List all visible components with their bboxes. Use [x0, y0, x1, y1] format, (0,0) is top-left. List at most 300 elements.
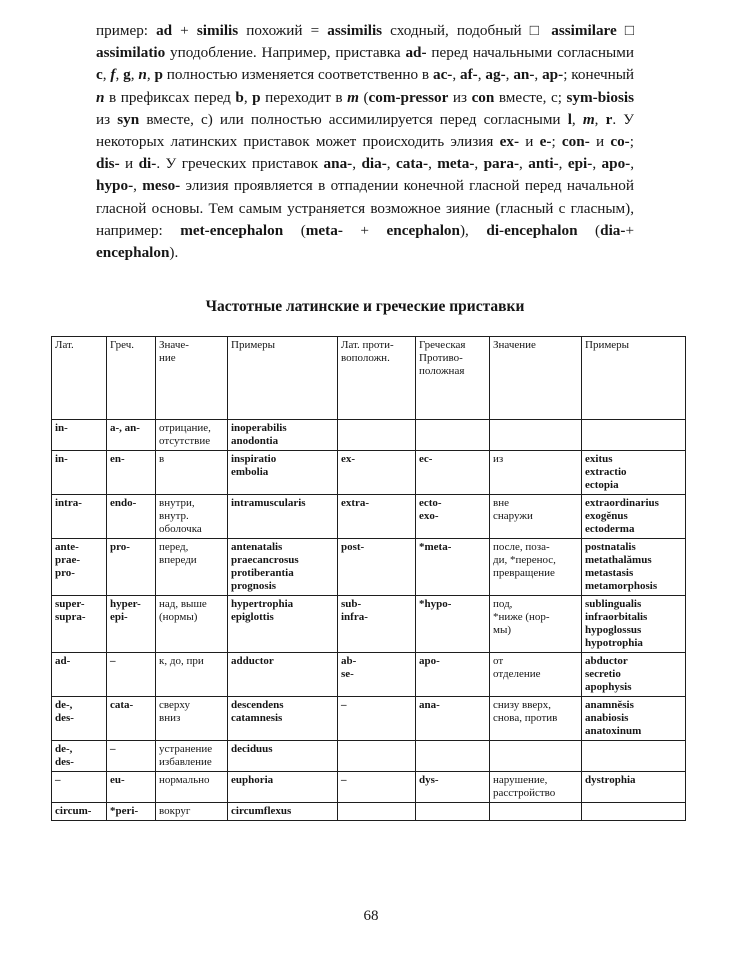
- cell-line: отрицание,: [159, 422, 211, 434]
- header-line: Противо-: [419, 352, 463, 364]
- table-row: [52, 596, 686, 653]
- cell-examples: [228, 741, 338, 772]
- header-meaning: [156, 337, 228, 420]
- cell-line: abductor: [585, 655, 628, 667]
- cell-line: внутр.: [159, 510, 189, 522]
- cell-line: ex-: [341, 453, 356, 465]
- paragraph-text: ,: [130, 66, 139, 84]
- cell-line: post-: [341, 541, 365, 553]
- paragraph-text: ,: [571, 110, 583, 128]
- cell-examples: [228, 596, 338, 653]
- cell-lat-prefix: [52, 420, 107, 451]
- cell-line: postnatalis: [585, 541, 636, 553]
- cell-lat-prefix: [52, 539, 107, 596]
- cell-line: мы): [493, 624, 512, 636]
- cell-lat-prefix: [52, 741, 107, 772]
- paragraph-term: assimilis: [327, 22, 383, 39]
- paragraph-text: похожий =: [238, 22, 328, 39]
- paragraph-term: ad-: [405, 44, 427, 62]
- cell-line: –: [110, 743, 116, 755]
- cell-line: нарушение,: [493, 774, 548, 786]
- cell-line: sub-: [341, 598, 362, 610]
- paragraph-text: ,: [474, 155, 484, 173]
- cell-lat-opposite: [338, 451, 416, 495]
- cell-line: secretio: [585, 668, 621, 680]
- cell-line: расстройство: [493, 787, 556, 799]
- paragraph-term: m: [347, 88, 359, 106]
- paragraph-term: g: [123, 66, 131, 84]
- cell-lat-prefix: [52, 803, 107, 821]
- cell-line: hypertrophia: [231, 598, 294, 610]
- paragraph-term: an-: [513, 66, 535, 84]
- paragraph-term: p: [154, 66, 163, 84]
- cell-examples: [228, 451, 338, 495]
- cell-line: снаружи: [493, 510, 533, 522]
- cell-line: dystrophia: [585, 774, 636, 786]
- paragraph-text: ,: [558, 155, 568, 173]
- header-line: Значе-: [159, 339, 189, 351]
- cell-opposite-meaning: [490, 596, 582, 653]
- cell-line: оболочка: [159, 523, 202, 535]
- cell-line: in-: [55, 422, 68, 434]
- cell-lat-prefix: [52, 697, 107, 741]
- cell-line: hypoglossus: [585, 624, 642, 636]
- cell-meaning: [156, 653, 228, 697]
- header-line: Примеры: [585, 339, 630, 351]
- paragraph-text: элизия проявляется в отпадении конечной гласной перед начальной гласной основы. Тем самым устраняется возможное зияние (гласный с гласным), например:: [96, 177, 634, 239]
- cell-examples: [228, 495, 338, 539]
- cell-examples: [228, 803, 338, 821]
- paragraph-text: из: [96, 110, 118, 128]
- paragraph-term: com-pressor: [368, 88, 449, 106]
- cell-line: после, поза-: [493, 541, 550, 553]
- cell-meaning: [156, 741, 228, 772]
- cell-line: ana-: [419, 699, 440, 711]
- cell-greek-opposite: [416, 741, 490, 772]
- paragraph-text: ,: [534, 66, 543, 84]
- cell-line: вне: [493, 497, 509, 509]
- cell-line: anatoxinum: [585, 725, 642, 737]
- cell-opposite-examples: [582, 495, 686, 539]
- paragraph-term: assimilatio: [96, 44, 166, 62]
- cell-lat-opposite: [338, 741, 416, 772]
- cell-line: circum-: [55, 805, 92, 817]
- cell-meaning: [156, 451, 228, 495]
- header-meaning-2: [490, 337, 582, 420]
- cell-opposite-meaning: [490, 495, 582, 539]
- paragraph-text: полностью изменяется соответственно в: [162, 66, 433, 84]
- cell-line: ec-: [419, 453, 433, 465]
- paragraph-term: syn: [117, 110, 140, 128]
- cell-greek-prefix: [107, 653, 156, 697]
- cell-meaning: [156, 803, 228, 821]
- paragraph-text: . У некоторых латинских приставок может происходить элизия: [96, 110, 635, 151]
- paragraph-text: ,: [505, 66, 514, 84]
- cell-line: apo-: [419, 655, 440, 667]
- cell-meaning: [156, 539, 228, 596]
- cell-line: in-: [55, 453, 68, 465]
- cell-greek-prefix: [107, 596, 156, 653]
- cell-line: catamnesis: [231, 712, 283, 724]
- cell-greek-opposite: [416, 772, 490, 803]
- paragraph-term: r: [605, 110, 613, 128]
- paragraph-term: similis: [196, 22, 239, 39]
- cell-line: dys-: [419, 774, 439, 786]
- cell-line: deciduus: [231, 743, 273, 755]
- paragraph-text: ,: [243, 88, 253, 106]
- cell-line: ad-: [55, 655, 71, 667]
- cell-greek-opposite: [416, 495, 490, 539]
- paragraph-term: ap-: [542, 66, 564, 84]
- cell-line: de-,: [55, 699, 73, 711]
- cell-lat-opposite: [338, 653, 416, 697]
- cell-line: euphoria: [231, 774, 274, 786]
- cell-opposite-examples: [582, 803, 686, 821]
- table-row: [52, 653, 686, 697]
- cell-opposite-meaning: [490, 741, 582, 772]
- cell-line: –: [55, 774, 61, 786]
- cell-line: *peri-: [110, 805, 139, 817]
- cell-line: из: [493, 453, 504, 465]
- paragraph-text: ,: [594, 110, 606, 128]
- paragraph-term: ad: [156, 22, 173, 39]
- cell-opposite-examples: [582, 741, 686, 772]
- paragraph-term: dis-: [96, 155, 120, 173]
- cell-line: pro-: [110, 541, 130, 553]
- paragraph-term: ac-: [432, 66, 453, 84]
- cell-line: antenatalis: [231, 541, 283, 553]
- cell-examples: [228, 697, 338, 741]
- paragraph-text: ; конечный: [563, 66, 635, 84]
- cell-line: ди, *перенос,: [493, 554, 556, 566]
- paragraph-term: di-: [138, 155, 157, 173]
- cell-examples: [228, 420, 338, 451]
- cell-line: снизу вверх,: [493, 699, 551, 711]
- cell-line: de-,: [55, 743, 73, 755]
- cell-line: endo-: [110, 497, 137, 509]
- cell-line: inspiratio: [231, 453, 277, 465]
- cell-line: inoperabilis: [231, 422, 287, 434]
- paragraph-term: m: [582, 110, 595, 128]
- cell-line: super-: [55, 598, 85, 610]
- paragraph-text: в префиксах перед: [104, 88, 236, 106]
- cell-greek-prefix: [107, 495, 156, 539]
- paragraph-term: encephalon: [386, 221, 460, 239]
- table-row: [52, 697, 686, 741]
- cell-line: hyper-: [110, 598, 141, 610]
- paragraph-term: meso-: [142, 177, 181, 195]
- cell-line: adductor: [231, 655, 274, 667]
- paragraph-text: □: [616, 22, 634, 39]
- paragraph-term: n: [138, 66, 147, 84]
- cell-line: сверху: [159, 699, 190, 711]
- cell-line: вниз: [159, 712, 181, 724]
- cell-opposite-examples: [582, 451, 686, 495]
- cell-opposite-meaning: [490, 803, 582, 821]
- cell-meaning: [156, 697, 228, 741]
- paragraph-term: n: [96, 88, 105, 106]
- cell-line: extra-: [341, 497, 370, 509]
- paragraph-text: +: [625, 221, 635, 239]
- cell-line: se-: [341, 668, 354, 680]
- cell-greek-prefix: [107, 420, 156, 451]
- paragraph-term: met-encephalon: [180, 221, 284, 239]
- cell-line: circumflexus: [231, 805, 292, 817]
- table-header: [52, 337, 686, 420]
- cell-opposite-examples: [582, 539, 686, 596]
- page-number: 68: [363, 908, 379, 924]
- header-row: [52, 337, 686, 420]
- paragraph-term: ex-: [499, 133, 520, 151]
- cell-examples: [228, 772, 338, 803]
- paragraph-text: ,: [133, 177, 143, 195]
- paragraph-text: ,: [102, 66, 111, 84]
- cell-line: ectoderma: [585, 523, 635, 535]
- cell-line: exogĕnus: [585, 510, 628, 522]
- cell-lat-opposite: [338, 596, 416, 653]
- cell-line: ab-: [341, 655, 357, 667]
- header-examples-2: [582, 337, 686, 420]
- cell-opposite-examples: [582, 653, 686, 697]
- cell-line: metastasis: [585, 567, 634, 579]
- cell-line: prognosis: [231, 580, 277, 592]
- cell-line: metathalămus: [585, 554, 652, 566]
- cell-line: под,: [493, 598, 513, 610]
- paragraph-text: ;: [629, 133, 634, 151]
- paragraph-text: ,: [352, 155, 362, 173]
- cell-line: (нормы): [159, 611, 198, 623]
- paragraph-term: af-: [460, 66, 478, 84]
- cell-lat-prefix: [52, 653, 107, 697]
- paragraph-text: из: [448, 88, 472, 106]
- cell-opposite-examples: [582, 772, 686, 803]
- paragraph-text: и: [519, 133, 540, 151]
- paragraph-term: hypo-: [96, 177, 134, 195]
- table-row: [52, 803, 686, 821]
- cell-line: внутри,: [159, 497, 195, 509]
- cell-lat-opposite: [338, 420, 416, 451]
- header-examples: [228, 337, 338, 420]
- paragraph-text: ,: [428, 155, 438, 173]
- cell-greek-prefix: [107, 741, 156, 772]
- cell-line: embolia: [231, 466, 269, 478]
- cell-greek-prefix: [107, 697, 156, 741]
- cell-line: descendens: [231, 699, 284, 711]
- cell-meaning: [156, 596, 228, 653]
- cell-opposite-meaning: [490, 451, 582, 495]
- cell-line: extraordinarius: [585, 497, 659, 509]
- cell-greek-opposite: [416, 539, 490, 596]
- table-row: [52, 451, 686, 495]
- paragraph-term: di-encephalon: [486, 221, 578, 239]
- cell-line: exitus: [585, 453, 613, 465]
- paragraph-term: cata-: [396, 155, 429, 173]
- cell-line: intramuscularis: [231, 497, 306, 509]
- header-line: Греч.: [110, 339, 135, 351]
- header-lat: [52, 337, 107, 420]
- cell-line: отделение: [493, 668, 541, 680]
- paragraph-term: dia-: [600, 221, 626, 239]
- cell-line: вокруг: [159, 805, 191, 817]
- cell-line: en-: [110, 453, 125, 465]
- paragraph-term: encephalon: [96, 244, 170, 262]
- paragraph-term: epi-: [567, 155, 593, 173]
- cell-greek-opposite: [416, 451, 490, 495]
- paragraph-term: meta-: [305, 221, 343, 239]
- cell-line: supra-: [55, 611, 86, 623]
- cell-lat-opposite: [338, 495, 416, 539]
- cell-greek-opposite: [416, 653, 490, 697]
- cell-greek-opposite: [416, 596, 490, 653]
- paragraph-text: ,: [452, 66, 461, 84]
- cell-line: infra-: [341, 611, 368, 623]
- cell-line: extractio: [585, 466, 627, 478]
- paragraph-text: ,: [386, 155, 397, 173]
- cell-line: ectopia: [585, 479, 619, 491]
- cell-line: praecancrosus: [231, 554, 299, 566]
- paragraph-term: b: [235, 88, 244, 106]
- cell-line: над, выше: [159, 598, 207, 610]
- header-line: Значение: [493, 339, 536, 351]
- cell-line: снова, против: [493, 712, 558, 724]
- cell-lat-opposite: [338, 539, 416, 596]
- cell-meaning: [156, 772, 228, 803]
- cell-line: des-: [55, 756, 74, 768]
- paragraph-text: пример:: [96, 22, 157, 39]
- paragraph-text: ),: [459, 221, 487, 239]
- paragraph-text: переходит в: [260, 88, 348, 106]
- paragraph-term: para-: [483, 155, 520, 173]
- body-paragraph: [96, 20, 634, 264]
- paragraph-text: ,: [519, 155, 529, 173]
- paragraph-text: вместе, с) или полностью ассимилируется перед согласными: [139, 110, 568, 128]
- cell-examples: [228, 539, 338, 596]
- header-greek: [107, 337, 156, 420]
- paragraph-term: con-: [561, 133, 590, 151]
- cell-lat-prefix: [52, 596, 107, 653]
- cell-greek-prefix: [107, 451, 156, 495]
- cell-line: cata-: [110, 699, 134, 711]
- cell-line: от: [493, 655, 504, 667]
- cell-line: infraorbitalis: [585, 611, 648, 623]
- paragraph-text: (: [283, 221, 306, 239]
- table-title: Частотные латинские и греческие приставки: [205, 298, 525, 315]
- cell-line: exo-: [419, 510, 439, 522]
- paragraph-term: l: [567, 110, 572, 128]
- paragraph-term: e-: [539, 133, 552, 151]
- paragraph-text: и: [589, 133, 611, 151]
- paragraph-text: (: [358, 88, 369, 106]
- paragraph-term: assimilare: [551, 22, 617, 39]
- header-line: положная: [419, 365, 465, 377]
- header-line: Лат.: [55, 339, 74, 351]
- cell-line: –: [341, 774, 347, 786]
- paragraph-text: ,: [477, 66, 486, 84]
- paragraph-term: con: [471, 88, 495, 106]
- cell-line: *ниже (нор-: [493, 611, 550, 623]
- cell-line: metamorphosis: [585, 580, 658, 592]
- paragraph-term: co-: [610, 133, 630, 151]
- cell-line: –: [341, 699, 347, 711]
- cell-greek-opposite: [416, 803, 490, 821]
- cell-line: epiglottis: [231, 611, 274, 623]
- paragraph-term: dia-: [361, 155, 387, 173]
- paragraph-text: ,: [115, 66, 124, 84]
- cell-line: впереди: [159, 554, 197, 566]
- cell-line: epi-: [110, 611, 128, 623]
- table-row: [52, 495, 686, 539]
- cell-line: *hypo-: [419, 598, 452, 610]
- cell-lat-prefix: [52, 772, 107, 803]
- cell-line: избавление: [159, 756, 212, 768]
- paragraph-text: сходный, подобный □: [382, 22, 552, 39]
- cell-examples: [228, 653, 338, 697]
- cell-line: intra-: [55, 497, 82, 509]
- cell-line: нормально: [159, 774, 210, 786]
- header-lat-opposite: [338, 337, 416, 420]
- paragraph-term: sym-biosis: [566, 88, 634, 106]
- cell-line: превращение: [493, 567, 555, 579]
- paragraph-text: ,: [592, 155, 602, 173]
- cell-greek-opposite: [416, 697, 490, 741]
- table-body: [52, 420, 686, 821]
- header-line: ние: [159, 352, 176, 364]
- cell-greek-prefix: [107, 772, 156, 803]
- table-row: [52, 741, 686, 772]
- cell-line: *meta-: [419, 541, 452, 553]
- prefix-table: [51, 336, 686, 821]
- cell-line: anabiosis: [585, 712, 629, 724]
- cell-line: отсутствие: [159, 435, 211, 447]
- paragraph-text: +: [172, 22, 197, 39]
- cell-greek-prefix: [107, 539, 156, 596]
- cell-line: hypotrophia: [585, 637, 643, 649]
- paragraph-term: anti-: [528, 155, 559, 173]
- cell-greek-prefix: [107, 803, 156, 821]
- header-line: воположн.: [341, 352, 390, 364]
- cell-line: apophysis: [585, 681, 632, 693]
- paragraph-text: и: [119, 155, 139, 173]
- header-line: Греческая: [419, 339, 466, 351]
- cell-line: –: [110, 655, 116, 667]
- table-row: [52, 539, 686, 596]
- paragraph-term: ag-: [485, 66, 506, 84]
- paragraph-term: c: [96, 66, 103, 84]
- cell-opposite-meaning: [490, 539, 582, 596]
- paragraph-text: вместе, с;: [494, 88, 567, 106]
- cell-lat-prefix: [52, 451, 107, 495]
- cell-line: anodontia: [231, 435, 279, 447]
- paragraph-text: ,: [146, 66, 155, 84]
- paragraph-text: перед начальными согласными: [426, 44, 634, 62]
- cell-line: в: [159, 453, 165, 465]
- paragraph-term: p: [252, 88, 261, 106]
- header-greek-opposite: [416, 337, 490, 420]
- cell-line: pro-: [55, 567, 75, 579]
- header-line: Примеры: [231, 339, 276, 351]
- cell-greek-opposite: [416, 420, 490, 451]
- paragraph-text: уподобление. Например, приставка: [165, 44, 406, 62]
- paragraph-term: meta-: [437, 155, 475, 173]
- paragraph-text: ;: [551, 133, 562, 151]
- cell-line: а-, an-: [110, 422, 140, 434]
- paragraph-text: . У греческих приставок: [156, 155, 324, 173]
- cell-opposite-examples: [582, 697, 686, 741]
- cell-line: ecto-: [419, 497, 442, 509]
- paragraph-text: ,: [630, 155, 635, 173]
- cell-line: к, до, при: [159, 655, 204, 667]
- paragraph-text: +: [342, 221, 387, 239]
